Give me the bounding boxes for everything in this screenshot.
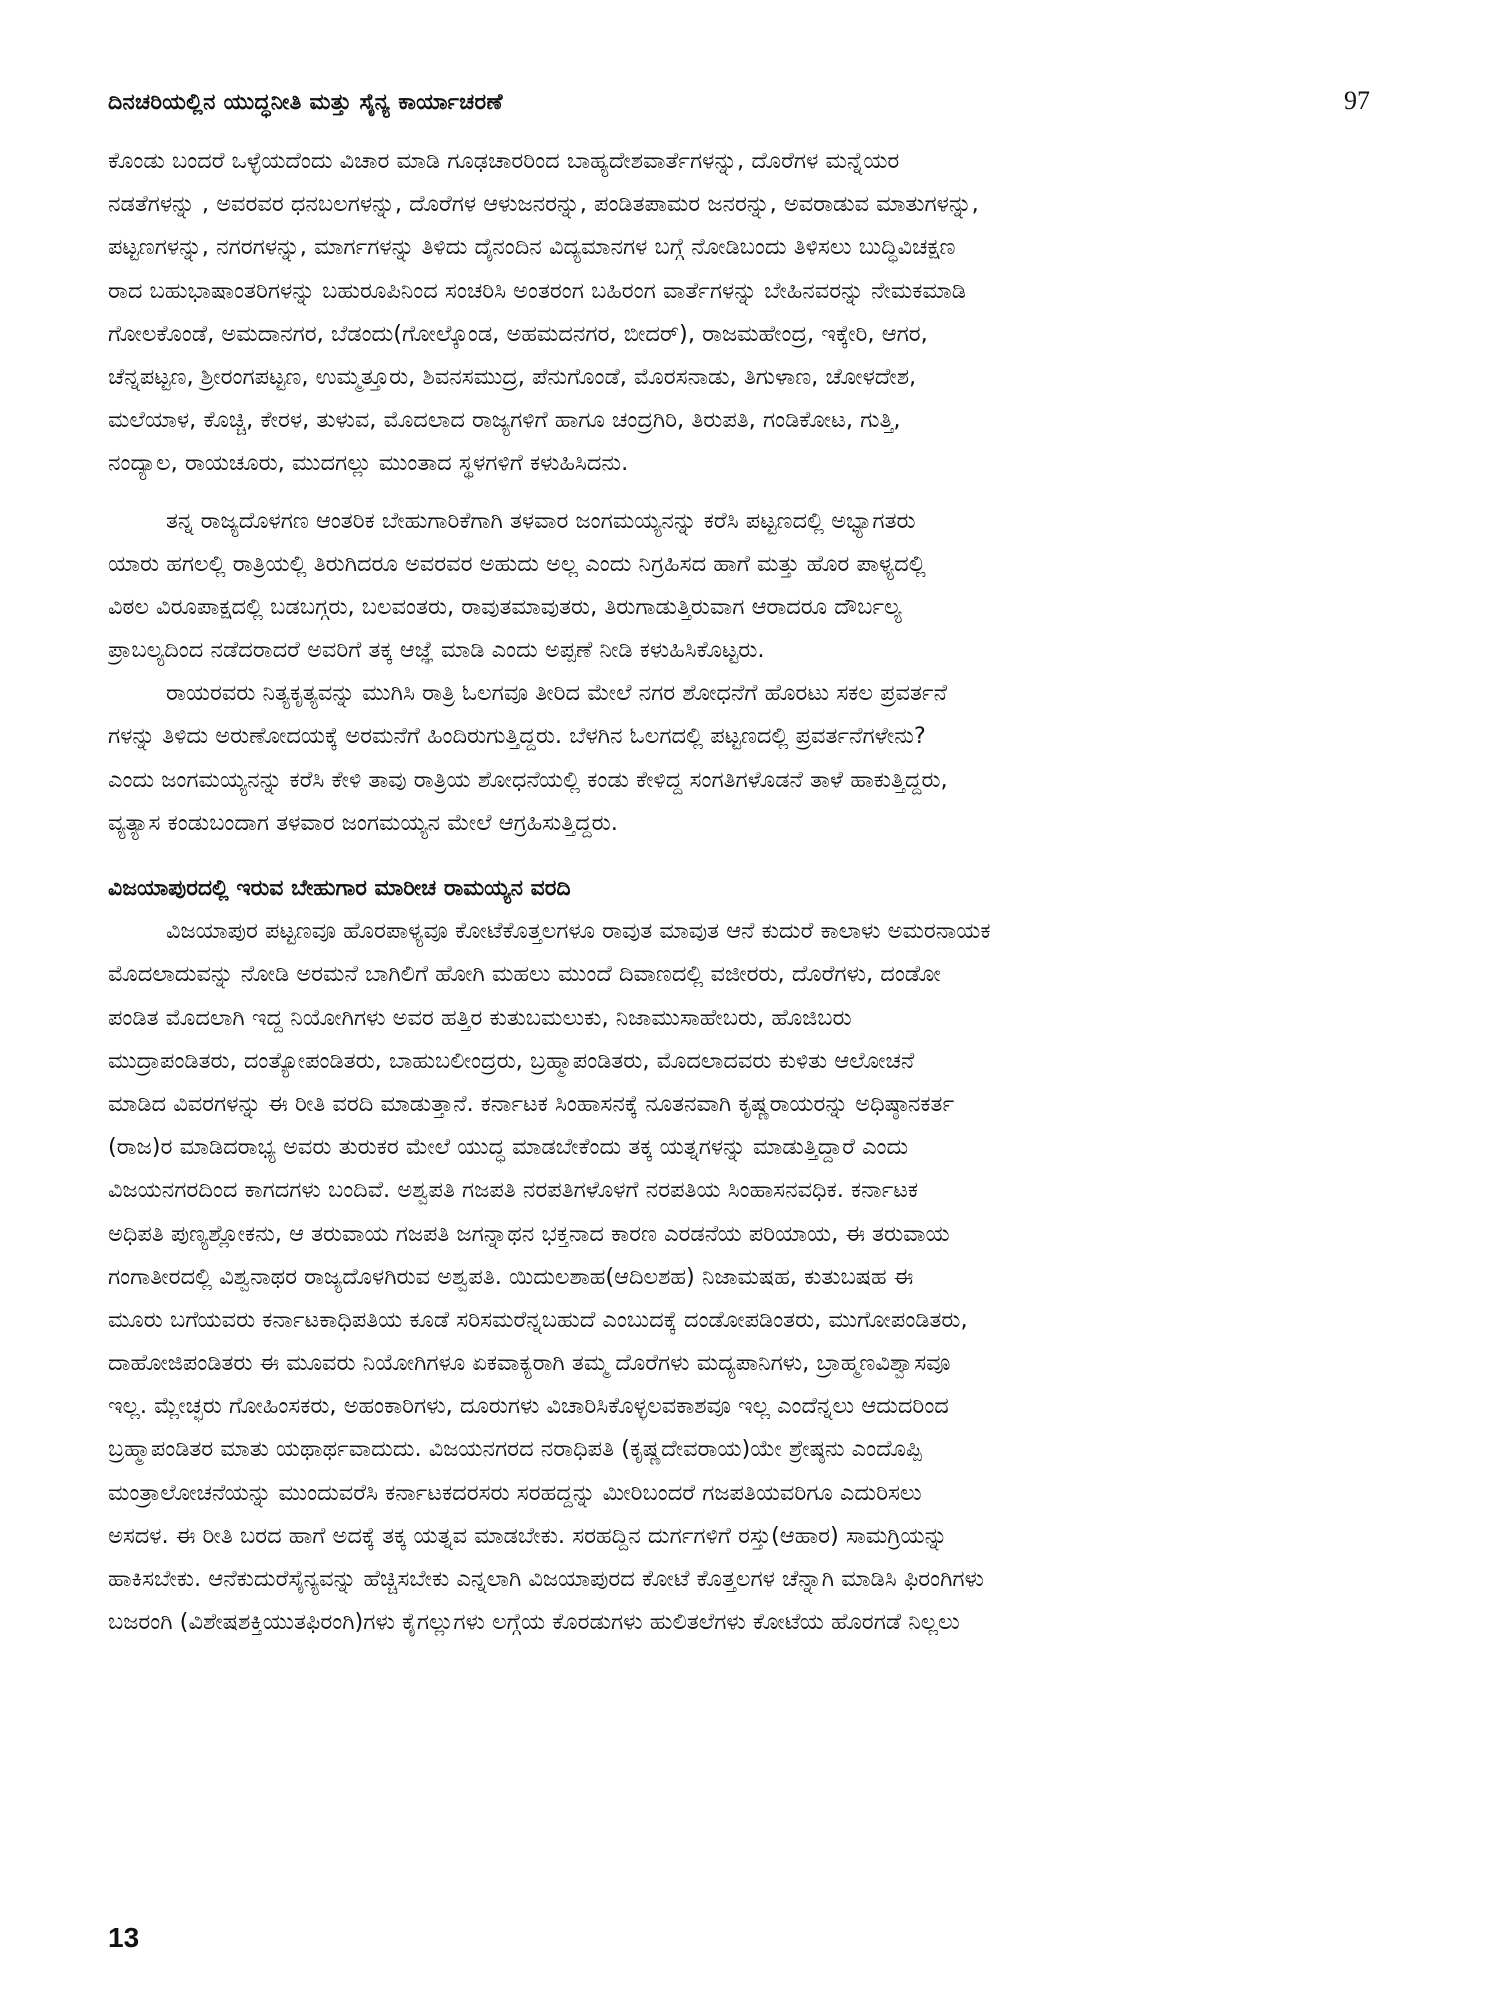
- text-line: ಪ್ರಾಬಲ್ಯದಿಂದ ನಡೆದರಾದರೆ ಅವರಿಗೆ ತಕ್ಕ ಆಜ್ಞೆ ಮಾಡಿ ಎಂದು ಅಪ್ಪಣೆ ನೀಡಿ ಕಳುಹಿಸಿಕೊಟ್ಟರು.: [108, 637, 765, 664]
- text-line: (ರಾಜ)ರ ಮಾಡಿದರಾಭ್ಯ ಅವರು ತುರುಕರ ಮೇಲೆ ಯುದ್ಧ ಮಾಡಬೇಕೆಂದು ತಕ್ಕ ಯತ್ನಗಳನ್ನು ಮಾಡುತ್ತಿದ್ದಾರೆ ಎಂದು: [108, 1134, 909, 1161]
- text-line: ಮಾಡಿದ ವಿವರಗಳನ್ನು ಈ ರೀತಿ ವರದಿ ಮಾಡುತ್ತಾನೆ. ಕರ್ನಾಟಕ ಸಿಂಹಾಸನಕ್ಕೆ ನೂತನವಾಗಿ ಕೃಷ್ಣರಾಯರನ್ನು ಅಧಿಷ್ಠಾನಕರ್ತ: [108, 1090, 955, 1117]
- text-line: ಬಜರಂಗಿ (ವಿಶೇಷಶಕ್ತಿಯುತಫಿರಂಗಿ)ಗಳು ಕೈಗಲ್ಲುಗಳು ಲಗ್ಗೆಯ ಕೊರಡುಗಳು ಹುಲಿತಲೆಗಳು ಕೋಟೆಯ ಹೊರಗಡೆ ನಿಲ್ಲಲು: [108, 1609, 960, 1636]
- text-line: ನಡತೆಗಳನ್ನು , ಅವರವರ ಧನಬಲಗಳನ್ನು, ದೊರೆಗಳ ಆಳುಜನರನ್ನು, ಪಂಡಿತಪಾಮರ ಜನರನ್ನು, ಅವರಾಡುವ ಮಾತುಗಳನ್ನು,: [108, 191, 979, 218]
- text-line: ಮಲೆಯಾಳ, ಕೊಚ್ಚಿ, ಕೇರಳ, ತುಳುವ, ಮೊದಲಾದ ರಾಜ್ಯಗಳಿಗೆ ಹಾಗೂ ಚಂದ್ರಗಿರಿ, ತಿರುಪತಿ, ಗಂಡಿಕೋಟ, ಗುತ್ತಿ,: [108, 407, 901, 434]
- text-line: ನಂದ್ಯಾಲ, ರಾಯಚೂರು, ಮುದಗಲ್ಲು ಮುಂತಾದ ಸ್ಥಳಗಳಿಗೆ ಕಳುಹಿಸಿದನು.: [108, 450, 629, 477]
- text-line: ವಿಜಯನಗರದಿಂದ ಕಾಗದಗಳು ಬಂದಿವೆ. ಅಶ್ವಪತಿ ಗಜಪತಿ ನರಪತಿಗಳೊಳಗೆ ನರಪತಿಯ ಸಿಂಹಾಸನವಧಿಕ. ಕರ್ನಾಟಕ: [108, 1177, 919, 1204]
- text-line: ಯಾರು ಹಗಲಲ್ಲಿ ರಾತ್ರಿಯಲ್ಲಿ ತಿರುಗಿದರೂ ಅವರವರ ಅಹುದು ಅಲ್ಲ ಎಂದು ನಿಗ್ರಹಿಸದ ಹಾಗೆ ಮತ್ತು ಹೊರ ಪಾಳ್ಯದಲ್ಲಿ: [108, 550, 926, 577]
- text-line: ಮಂತ್ರಾಲೋಚನೆಯನ್ನು ಮುಂದುವರೆಸಿ ಕರ್ನಾಟಕದರಸರು ಸರಹದ್ದನ್ನು ಮೀರಿಬಂದರೆ ಗಜಪತಿಯವರಿಗೂ ಎದುರಿಸಲು: [108, 1479, 922, 1506]
- text-line: ವಿಠಲ ವಿರೂಪಾಕ್ಷದಲ್ಲಿ ಬಡಬಗ್ಗರು, ಬಲವಂತರು, ರಾವುತಮಾವುತರು, ತಿರುಗಾಡುತ್ತಿರುವಾಗ ಆರಾದರೂ ದೌರ್ಬಲ್ಯ: [108, 593, 902, 620]
- text-line: ವ್ಯತ್ಯಾಸ ಕಂಡುಬಂದಾಗ ತಳವಾರ ಜಂಗಮಯ್ಯನ ಮೇಲೆ ಆಗ್ರಹಿಸುತ್ತಿದ್ದರು.: [108, 809, 618, 836]
- text-line: ಬ್ರಹ್ಮಾಪಂಡಿತರ ಮಾತು ಯಥಾರ್ಥವಾದುದು. ವಿಜಯನಗರದ ನರಾಧಿಪತಿ (ಕೃಷ್ಣದೇವರಾಯ)ಯೇ ಶ್ರೇಷ್ಠನು ಎಂದೊಪ್ಪಿ: [108, 1436, 923, 1463]
- body-text: [108, 140, 1370, 1644]
- paragraph: [108, 672, 1370, 845]
- text-line: ಗೋಲಕೊಂಡೆ, ಅಮದಾನಗರ, ಬೆಡಂದು(ಗೋಲ್ಕೊಂಡ, ಅಹಮದನಗರ, ಬೀದರ್), ರಾಜಮಹೇಂದ್ರ, ಇಕ್ಕೇರಿ, ಆಗರ,: [108, 320, 928, 347]
- text-line: ಪಟ್ಟಣಗಳನ್ನು, ನಗರಗಳನ್ನು, ಮಾರ್ಗಗಳನ್ನು ತಿಳಿದು ದೈನಂದಿನ ವಿದ್ಯಮಾನಗಳ ಬಗ್ಗೆ ನೋಡಿಬಂದು ತಿಳಿಸಲು ಬುದ್ಧಿವಿಚಕ್ಷಣ: [108, 234, 956, 261]
- paragraph: [108, 140, 1370, 486]
- text-line: ರಾದ ಬಹುಭಾಷಾಂತರಿಗಳನ್ನು ಬಹುರೂಪಿನಿಂದ ಸಂಚರಿಸಿ ಅಂತರಂಗ ಬಹಿರಂಗ ವಾರ್ತೆಗಳನ್ನು ಬೇಹಿನವರನ್ನು ನೇಮಕಮಾಡಿ: [108, 277, 966, 304]
- text-line: ದಾಹೋಜಿಪಂಡಿತರು ಈ ಮೂವರು ನಿಯೋಗಿಗಳೂ ಏಕವಾಕ್ಯರಾಗಿ ತಮ್ಮ ದೊರೆಗಳು ಮದ್ಯಪಾನಿಗಳು, ಬ್ರಾಹ್ಮಣವಿಶ್ವಾಸವೂ: [108, 1350, 951, 1377]
- text-line: ಎಂದು ಜಂಗಮಯ್ಯನನ್ನು ಕರೆಸಿ ಕೇಳಿ ತಾವು ರಾತ್ರಿಯ ಶೋಧನೆಯಲ್ಲಿ ಕಂಡು ಕೇಳಿದ್ದ ಸಂಗತಿಗಳೊಡನೆ ತಾಳೆ ಹಾಕುತ್ತಿದ್ದರು,: [108, 766, 948, 793]
- text-line: ವಿಜಯಾಪುರ ಪಟ್ಟಣವೂ ಹೊರಪಾಳ್ಯವೂ ಕೋಟೆಕೊತ್ತಲಗಳೂ ರಾವುತ ಮಾವುತ ಆನೆ ಕುದುರೆ ಕಾಲಾಳು ಅಮರನಾಯಕ: [166, 918, 991, 945]
- text-line: ತನ್ನ ರಾಜ್ಯದೊಳಗಣ ಆಂತರಿಕ ಬೇಹುಗಾರಿಕೆಗಾಗಿ ತಳವಾರ ಜಂಗಮಯ್ಯನನ್ನು ಕರೆಸಿ ಪಟ್ಟಣದಲ್ಲಿ ಅಭ್ಯಾಗತರು: [166, 507, 916, 534]
- section-heading: ವಿಜಯಾಪುರದಲ್ಲಿ ಇರುವ ಬೇಹುಗಾರ ಮಾರೀಚ ರಾಮಯ್ಯನ ವರದಿ: [108, 876, 571, 901]
- text-line: ಚೆನ್ನಪಟ್ಟಣ, ಶ್ರೀರಂಗಪಟ್ಟಣ, ಉಮ್ಮತ್ತೂರು, ಶಿವನಸಮುದ್ರ, ಪೆನುಗೊಂಡೆ, ಮೊರಸನಾಡು, ತಿಗುಳಾಣ, ಚೋಳದೇಶ,: [108, 363, 917, 390]
- text-line: ರಾಯರವರು ನಿತ್ಯಕೃತ್ಯವನ್ನು ಮುಗಿಸಿ ರಾತ್ರಿ ಓಲಗವೂ ತೀರಿದ ಮೇಲೆ ನಗರ ಶೋಧನೆಗೆ ಹೊರಟು ಸಕಲ ಪ್ರವರ್ತನೆ: [166, 680, 947, 707]
- running-header: [108, 86, 1370, 120]
- text-line: ಗಂಗಾತೀರದಲ್ಲಿ ವಿಶ್ವನಾಥರ ರಾಜ್ಯದೊಳಗಿರುವ ಅಶ್ವಪತಿ. ಯಿದುಲಶಾಹ(ಆದಿಲಶಹ) ನಿಜಾಮಷಹ, ಕುತುಬಷಹ ಈ: [108, 1263, 914, 1290]
- folio-number: 13: [108, 1922, 140, 1953]
- text-line: ಅಸದಳ. ಈ ರೀತಿ ಬರದ ಹಾಗೆ ಅದಕ್ಕೆ ತಕ್ಕ ಯತ್ನವ ಮಾಡಬೇಕು. ಸರಹದ್ದಿನ ದುರ್ಗಗಳಿಗೆ ರಸ್ತು(ಆಹಾರ) ಸಾಮಗ್ರಿಯನ್ನು: [108, 1522, 948, 1549]
- running-title: ದಿನಚರಿಯಲ್ಲಿನ ಯುದ್ಧನೀತಿ ಮತ್ತು ಸೈನ್ಯ ಕಾರ್ಯಾಚರಣೆ: [108, 90, 503, 115]
- text-line: ಇಲ್ಲ. ಮ್ಲೇಚ್ಛರು ಗೋಹಿಂಸಕರು, ಅಹಂಕಾರಿಗಳು, ದೂರುಗಳು ವಿಚಾರಿಸಿಕೊಳ್ಳಲವಕಾಶವೂ ಇಲ್ಲ ಎಂದೆನ್ನಲು ಆದುದರಿಂದ: [108, 1393, 949, 1420]
- text-line: ಅಧಿಪತಿ ಪುಣ್ಯಶ್ಲೋಕನು, ಆ ತರುವಾಯ ಗಜಪತಿ ಜಗನ್ನಾಥನ ಭಕ್ತನಾದ ಕಾರಣ ಎರಡನೆಯ ಪರಿಯಾಯ, ಈ ತರುವಾಯ: [108, 1220, 950, 1247]
- text-line: ಕೊಂಡು ಬಂದರೆ ಒಳ್ಳೆಯದೆಂದು ವಿಚಾರ ಮಾಡಿ ಗೂಢಚಾರರಿಂದ ಬಾಹ್ಯದೇಶವಾರ್ತೆಗಳನ್ನು, ದೊರೆಗಳ ಮನ್ನೆಯರ: [108, 148, 900, 174]
- text-line: ಮೂರು ಬಗೆಯವರು ಕರ್ನಾಟಕಾಧಿಪತಿಯ ಕೂಡೆ ಸರಿಸಮರೆನ್ನಬಹುದೆ ಎಂಬುದಕ್ಕೆ ದಂಡೋಪಡಿಂತರು, ಮುಗೋಪಂಡಿತರು,: [108, 1306, 968, 1333]
- page-number: 97: [1344, 86, 1370, 115]
- text-line: ಗಳನ್ನು ತಿಳಿದು ಅರುಣೋದಯಕ್ಕೆ ಅರಮನೆಗೆ ಹಿಂದಿರುಗುತ್ತಿದ್ದರು. ಬೆಳಗಿನ ಓಲಗದಲ್ಲಿ ಪಟ್ಟಣದಲ್ಲಿ ಪ್ರವರ್ತನೆಗಳೇನು?: [108, 723, 926, 750]
- paragraph: [108, 910, 1370, 1644]
- text-line: ಮೊದಲಾದುವನ್ನು ನೋಡಿ ಅರಮನೆ ಬಾಗಿಲಿಗೆ ಹೋಗಿ ಮಹಲು ಮುಂದೆ ದಿವಾಣದಲ್ಲಿ ವಜೀರರು, ದೊರೆಗಳು, ದಂಡೋ: [108, 961, 941, 988]
- paragraph: [108, 500, 1370, 673]
- text-line: ಪಂಡಿತ ಮೊದಲಾಗಿ ಇದ್ದ ನಿಯೋಗಿಗಳು ಅವರ ಹತ್ತಿರ ಕುತುಬಮಲುಕು, ನಿಜಾಮುಸಾಹೇಬರು, ಹೊಜಿಬರು: [108, 1004, 852, 1031]
- text-line: ಹಾಕಿಸಬೇಕು. ಆನೆಕುದುರೆಸೈನ್ಯವನ್ನು ಹೆಚ್ಚಿಸಬೇಕು ಎನ್ನಲಾಗಿ ವಿಜಯಾಪುರದ ಕೋಟೆ ಕೊತ್ತಲಗಳ ಚೆನ್ನಾಗಿ ಮಾಡಿಸಿ ಫಿರಂಗಿಗಳು: [108, 1566, 984, 1592]
- text-line: ಮುದ್ರಾಪಂಡಿತರು, ದಂತ್ಯೋಪಂಡಿತರು, ಬಾಹುಬಲೀಂದ್ರರು, ಬ್ರಹ್ಮಾಪಂಡಿತರು, ಮೊದಲಾದವರು ಕುಳಿತು ಆಲೋಚನೆ: [108, 1047, 915, 1074]
